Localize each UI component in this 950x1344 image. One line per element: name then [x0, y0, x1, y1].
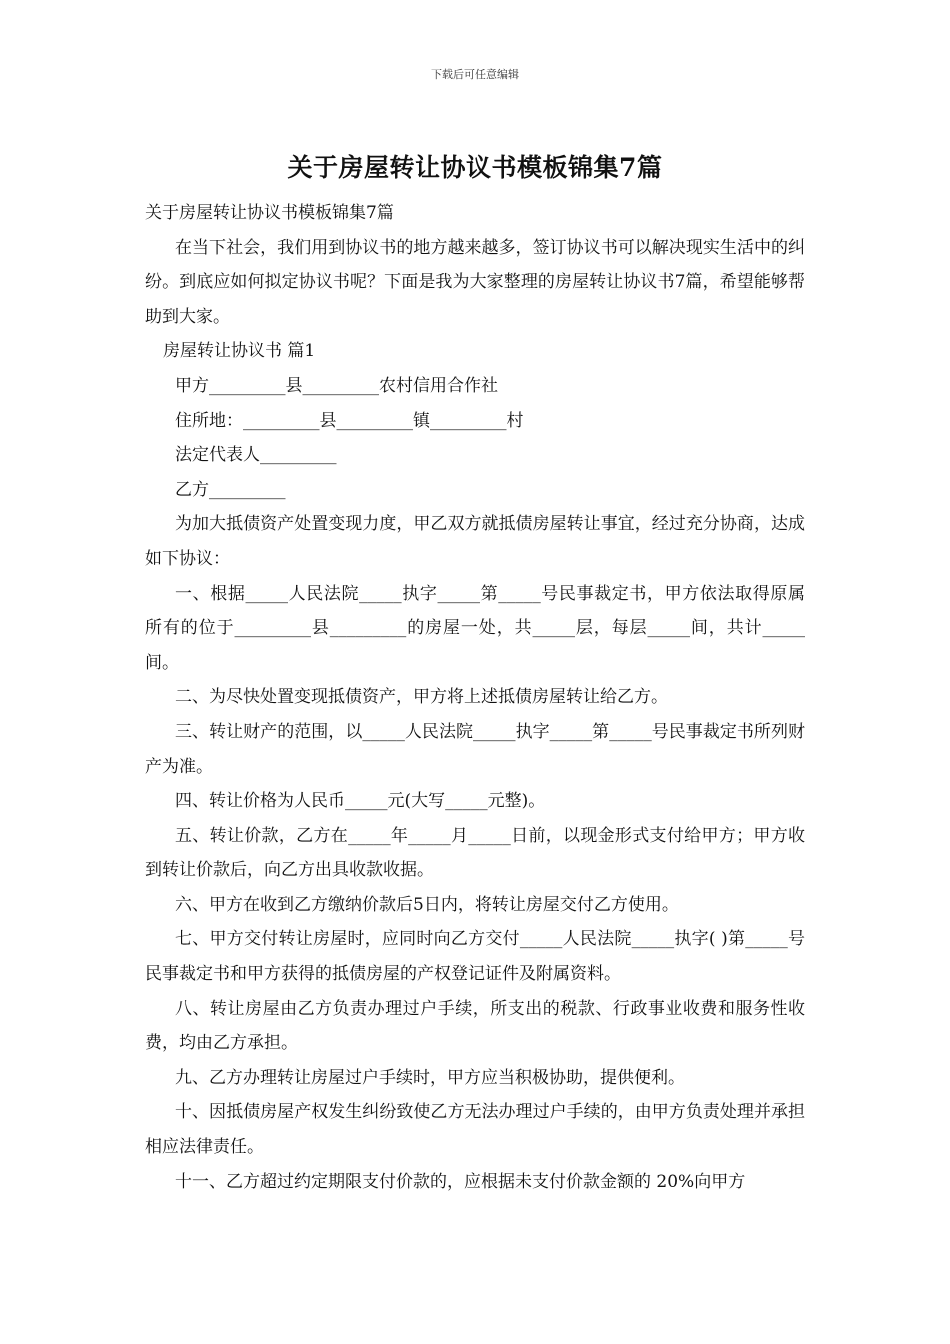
- clause-paragraph: 十、因抵债房屋产权发生纠纷致使乙方无法办理过户手续的，由甲方负责处理并承担相应法律责任。: [145, 1102, 805, 1158]
- clause-paragraph: 六、甲方在收到乙方缴纳价款后5日内，将转让房屋交付乙方使用。: [175, 894, 679, 915]
- clause-paragraph: 八、转让房屋由乙方负责办理过户手续，所支出的税款、行政事业收费和服务性收费，均由乙方承担。: [145, 998, 805, 1054]
- preamble-paragraph: 为加大抵债资产处置变现力度，甲乙双方就抵债房屋转让事宜，经过充分协商，达成如下协议：: [145, 514, 805, 569]
- party-b-line: 乙方_________: [175, 479, 286, 500]
- document-subtitle: 关于房屋转让协议书模板锦集7篇: [145, 203, 394, 223]
- address-line: 住所地：_________县_________镇_________村: [175, 410, 524, 431]
- legal-rep-line: 法定代表人_________: [175, 445, 337, 466]
- document-body: [145, 196, 811, 1199]
- header-note: 下载后可任意编辑: [431, 68, 519, 81]
- section-heading: 房屋转让协议书 篇1: [163, 341, 316, 362]
- document-title: 关于房屋转让协议书模板锦集7篇: [287, 153, 663, 182]
- clause-paragraph: 十一、乙方超过约定期限支付价款的，应根据未支付价款金额的 20%向甲方: [175, 1171, 746, 1192]
- clause-paragraph: 三、转让财产的范围，以_____人民法院_____执字_____第_____号民事裁定书所列财产为准。: [145, 721, 805, 777]
- clause-paragraph: 四、转让价格为人民币_____元(大写_____元整)。: [175, 791, 546, 812]
- clause-paragraph: 一、根据_____人民法院_____执字_____第_____号民事裁定书，甲方依法取得原属 所有的位于_________县_________的房屋一处，共_____层，每层_____间，共计_____间。: [145, 583, 811, 673]
- clause-paragraph: 二、为尽快处置变现抵债资产，甲方将上述抵债房屋转让给乙方。: [175, 687, 668, 708]
- intro-paragraph: 在当下社会，我们用到协议书的地方越来越多，签订协议书可以解决现实生活中的纠纷。到底应如何拟定协议书呢？下面是我为大家整理的房屋转让协议书7篇，希望能够帮助到大家。: [145, 237, 805, 327]
- clause-paragraph: 九、乙方办理转让房屋过户手续时，甲方应当积极协助，提供便利。: [175, 1067, 685, 1088]
- clause-paragraph: 五、转让价款，乙方在_____年_____月_____日前，以现金形式支付给甲方；甲方收到转让价款后，向乙方出具收款收据。: [145, 825, 805, 881]
- party-a-line: 甲方_________县_________农村信用合作社: [175, 375, 498, 396]
- clause-paragraph: 七、甲方交付转让房屋时，应同时向乙方交付_____人民法院_____执字( )第_____号民事裁定书和甲方获得的抵债房屋的产权登记证件及附属资料。: [145, 929, 805, 985]
